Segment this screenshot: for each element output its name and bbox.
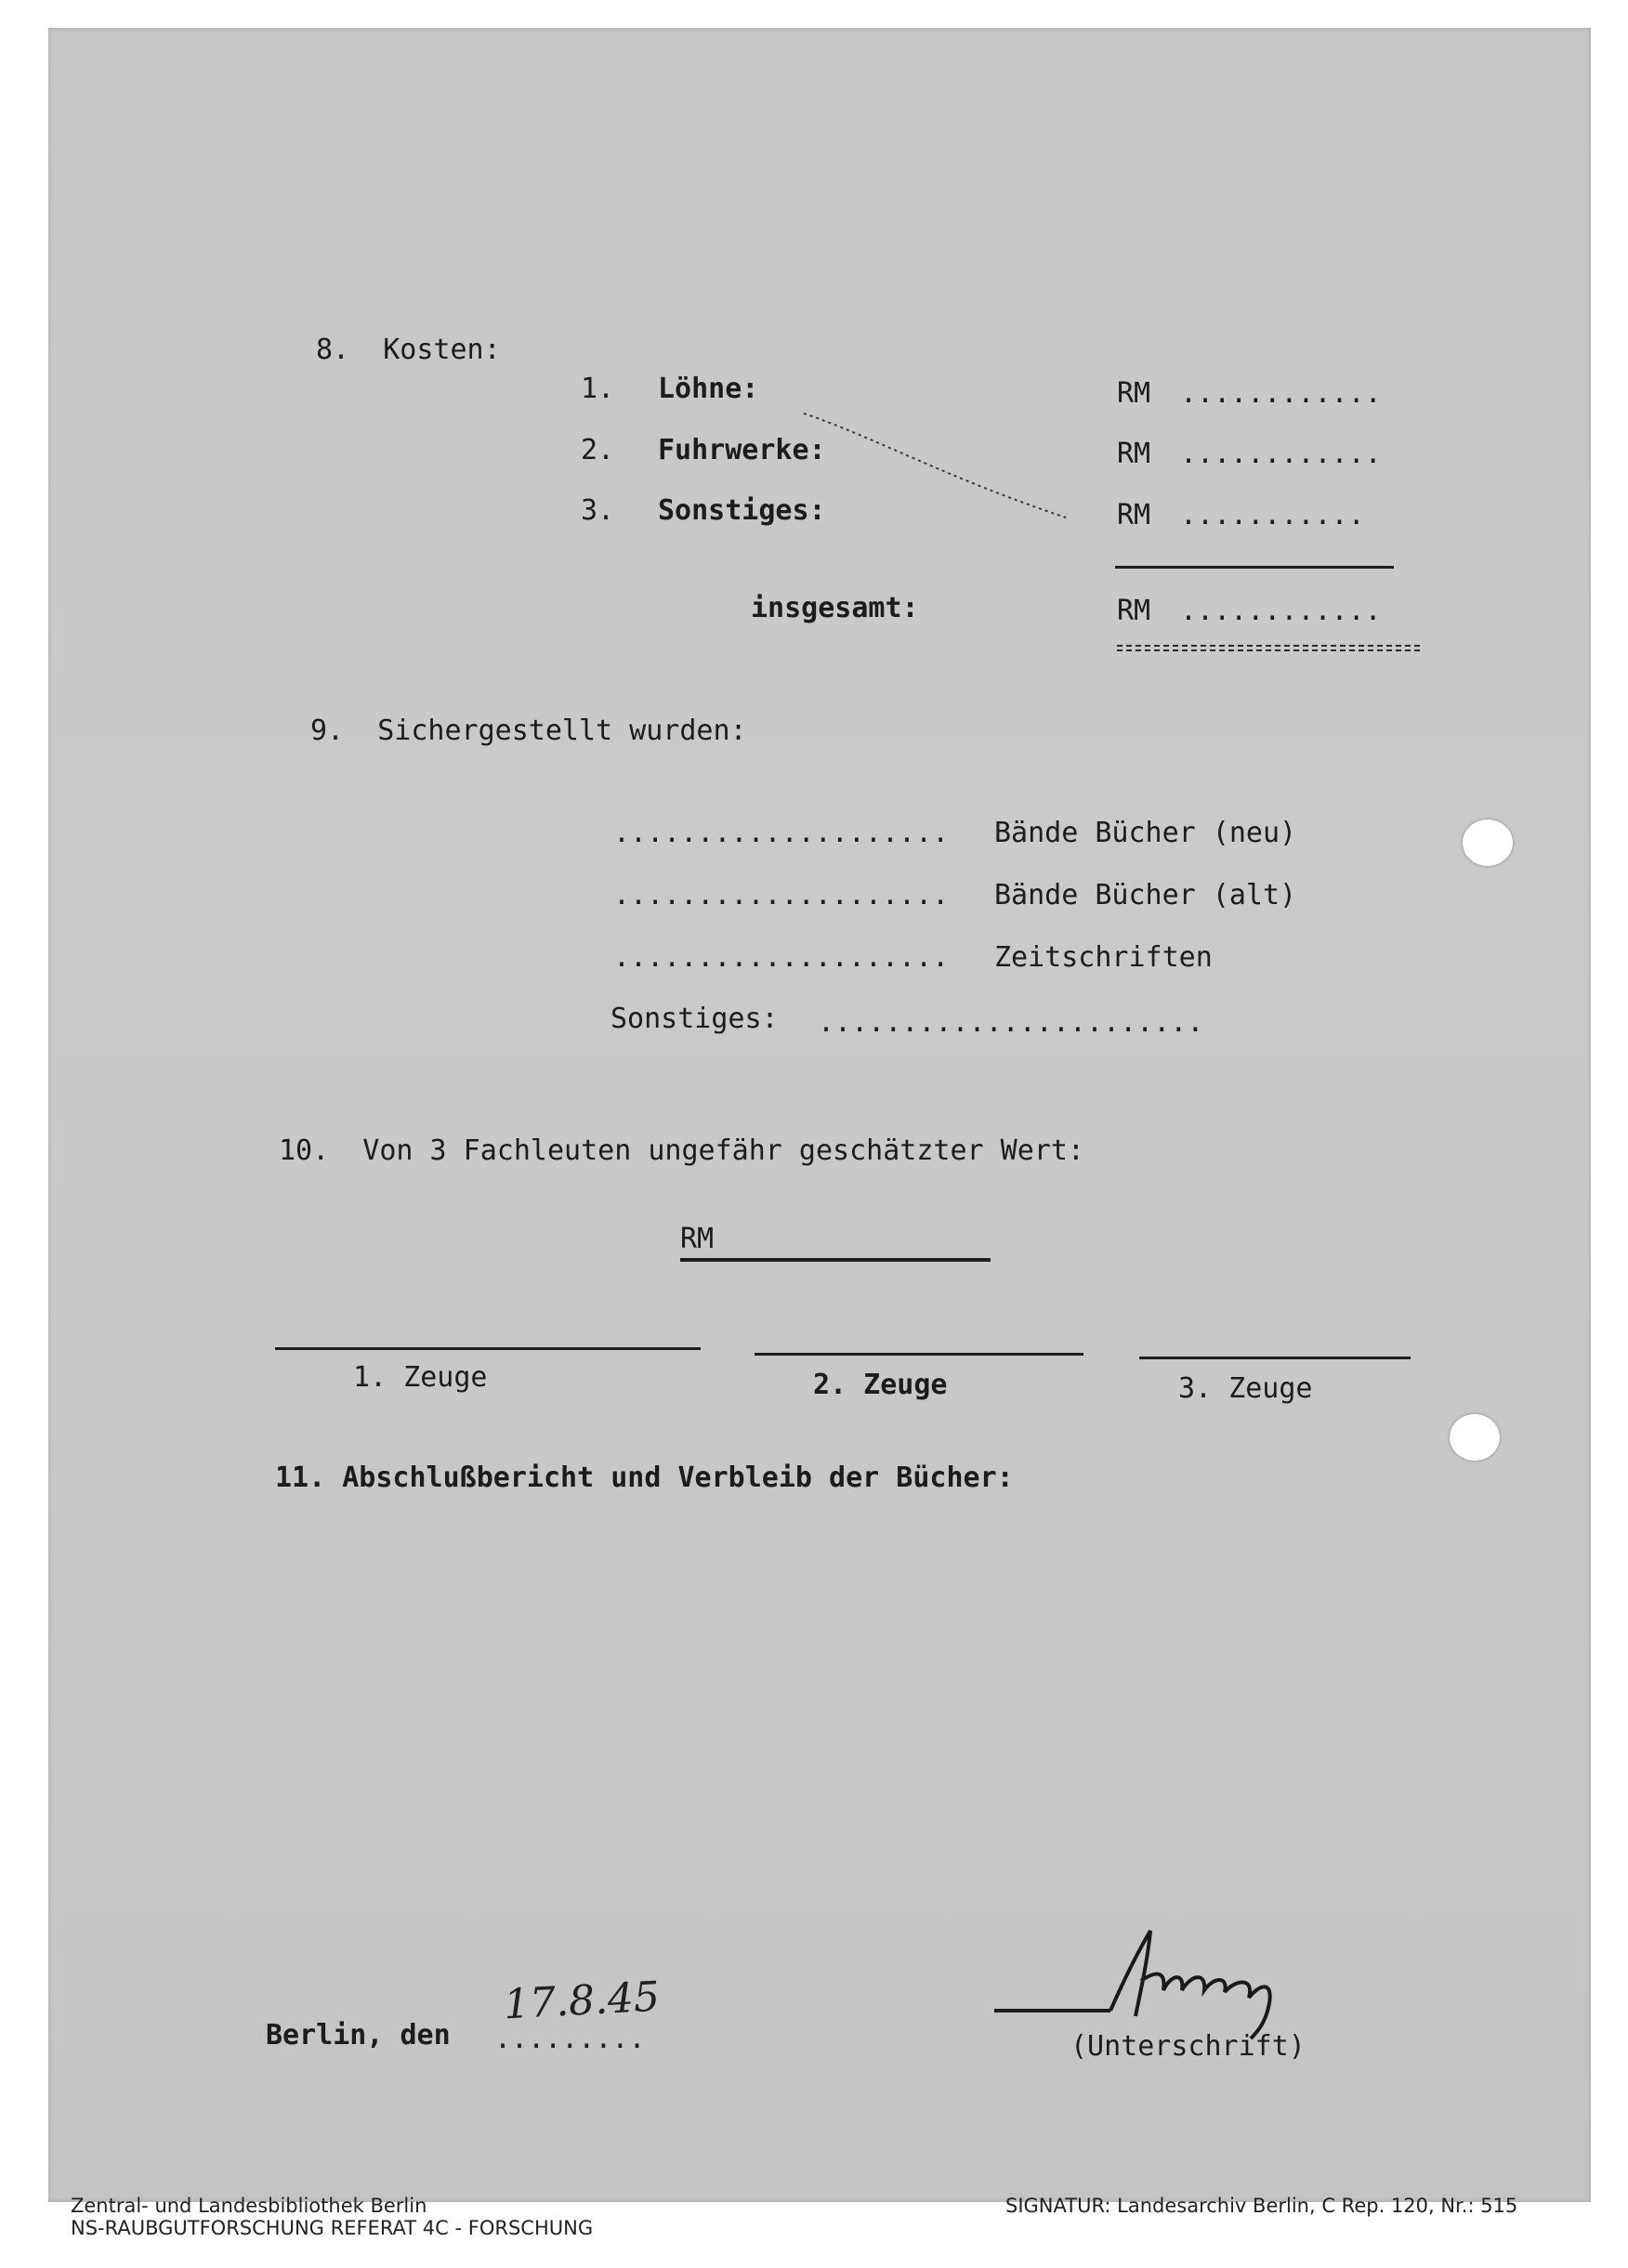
cost-item-label: Fuhrwerke: bbox=[658, 434, 826, 466]
secured-item-label: Zeitschriften bbox=[994, 941, 1213, 974]
cost-item-number: 1. bbox=[581, 373, 615, 405]
secured-count-dots: .................... bbox=[613, 941, 950, 974]
cost-item-dots: ............ bbox=[1180, 377, 1382, 410]
section-9-heading: 9. Sichergestellt wurden: bbox=[310, 714, 747, 747]
secured-count-dots: .................... bbox=[613, 817, 950, 849]
total-dots: ............ bbox=[1180, 595, 1382, 627]
pencil-strike-mark bbox=[799, 409, 1078, 530]
witness-2-label: 2. Zeuge bbox=[813, 1369, 948, 1401]
witness-3-label: 3. Zeuge bbox=[1178, 1372, 1313, 1405]
cost-item-dots: ............ bbox=[1180, 438, 1382, 470]
witness-3-signature-line bbox=[1139, 1357, 1411, 1359]
section-8-heading: 8. Kosten: bbox=[316, 334, 501, 366]
witness-1-signature-line bbox=[275, 1347, 701, 1350]
witness-1-label: 1. Zeuge bbox=[353, 1361, 488, 1394]
secured-count-dots: .................... bbox=[613, 879, 950, 911]
estimate-value-line bbox=[680, 1258, 991, 1262]
cost-item-currency: RM bbox=[1117, 438, 1151, 470]
handwritten-date: 17.8.45 bbox=[502, 1973, 662, 2029]
secured-item-label: Bände Bücher (neu) bbox=[994, 817, 1297, 849]
estimate-currency: RM bbox=[680, 1223, 715, 1255]
document-page bbox=[48, 28, 1591, 2202]
punch-hole-upper bbox=[1463, 819, 1513, 866]
total-label: insgesamt: bbox=[751, 592, 919, 624]
cost-item-number: 2. bbox=[581, 434, 615, 466]
cost-item-dots: ........... bbox=[1180, 499, 1365, 531]
cost-item-number: 3. bbox=[581, 494, 615, 527]
footer-department: NS-RAUBGUTFORSCHUNG REFERAT 4C - FORSCHUNG bbox=[71, 2217, 594, 2239]
secured-other-label: Sonstiges: bbox=[610, 1003, 779, 1035]
section-11-heading: 11. Abschlußbericht und Verbleib der Bücher: bbox=[275, 1462, 1014, 1494]
date-dots: ......... bbox=[494, 2023, 646, 2055]
total-currency: RM bbox=[1117, 595, 1151, 627]
section-10-heading: 10. Von 3 Fachleuten ungefähr geschätzter Wert: bbox=[279, 1134, 1084, 1167]
punch-hole-lower bbox=[1450, 1414, 1500, 1461]
cost-item-label: Sonstiges: bbox=[658, 494, 826, 527]
secured-item-label: Bände Bücher (alt) bbox=[994, 879, 1297, 911]
cost-item-currency: RM bbox=[1117, 499, 1151, 531]
cost-item-currency: RM bbox=[1117, 377, 1151, 410]
witness-2-signature-line bbox=[755, 1353, 1083, 1356]
secured-other-dots: ....................... bbox=[818, 1006, 1204, 1039]
place-label: Berlin, den bbox=[266, 2019, 451, 2052]
subtotal-rule bbox=[1115, 566, 1394, 569]
total-double-rule bbox=[1117, 645, 1420, 651]
cost-item-label: Löhne: bbox=[658, 373, 759, 405]
handwritten-signature bbox=[985, 1923, 1338, 2044]
footer-institution: Zentral- und Landesbibliothek Berlin bbox=[71, 2195, 427, 2217]
footer-signature-ref: SIGNATUR: Landesarchiv Berlin, C Rep. 120, Nr.: 515 bbox=[1005, 2195, 1518, 2217]
signature-caption: (Unterschrift) bbox=[1070, 2030, 1306, 2063]
